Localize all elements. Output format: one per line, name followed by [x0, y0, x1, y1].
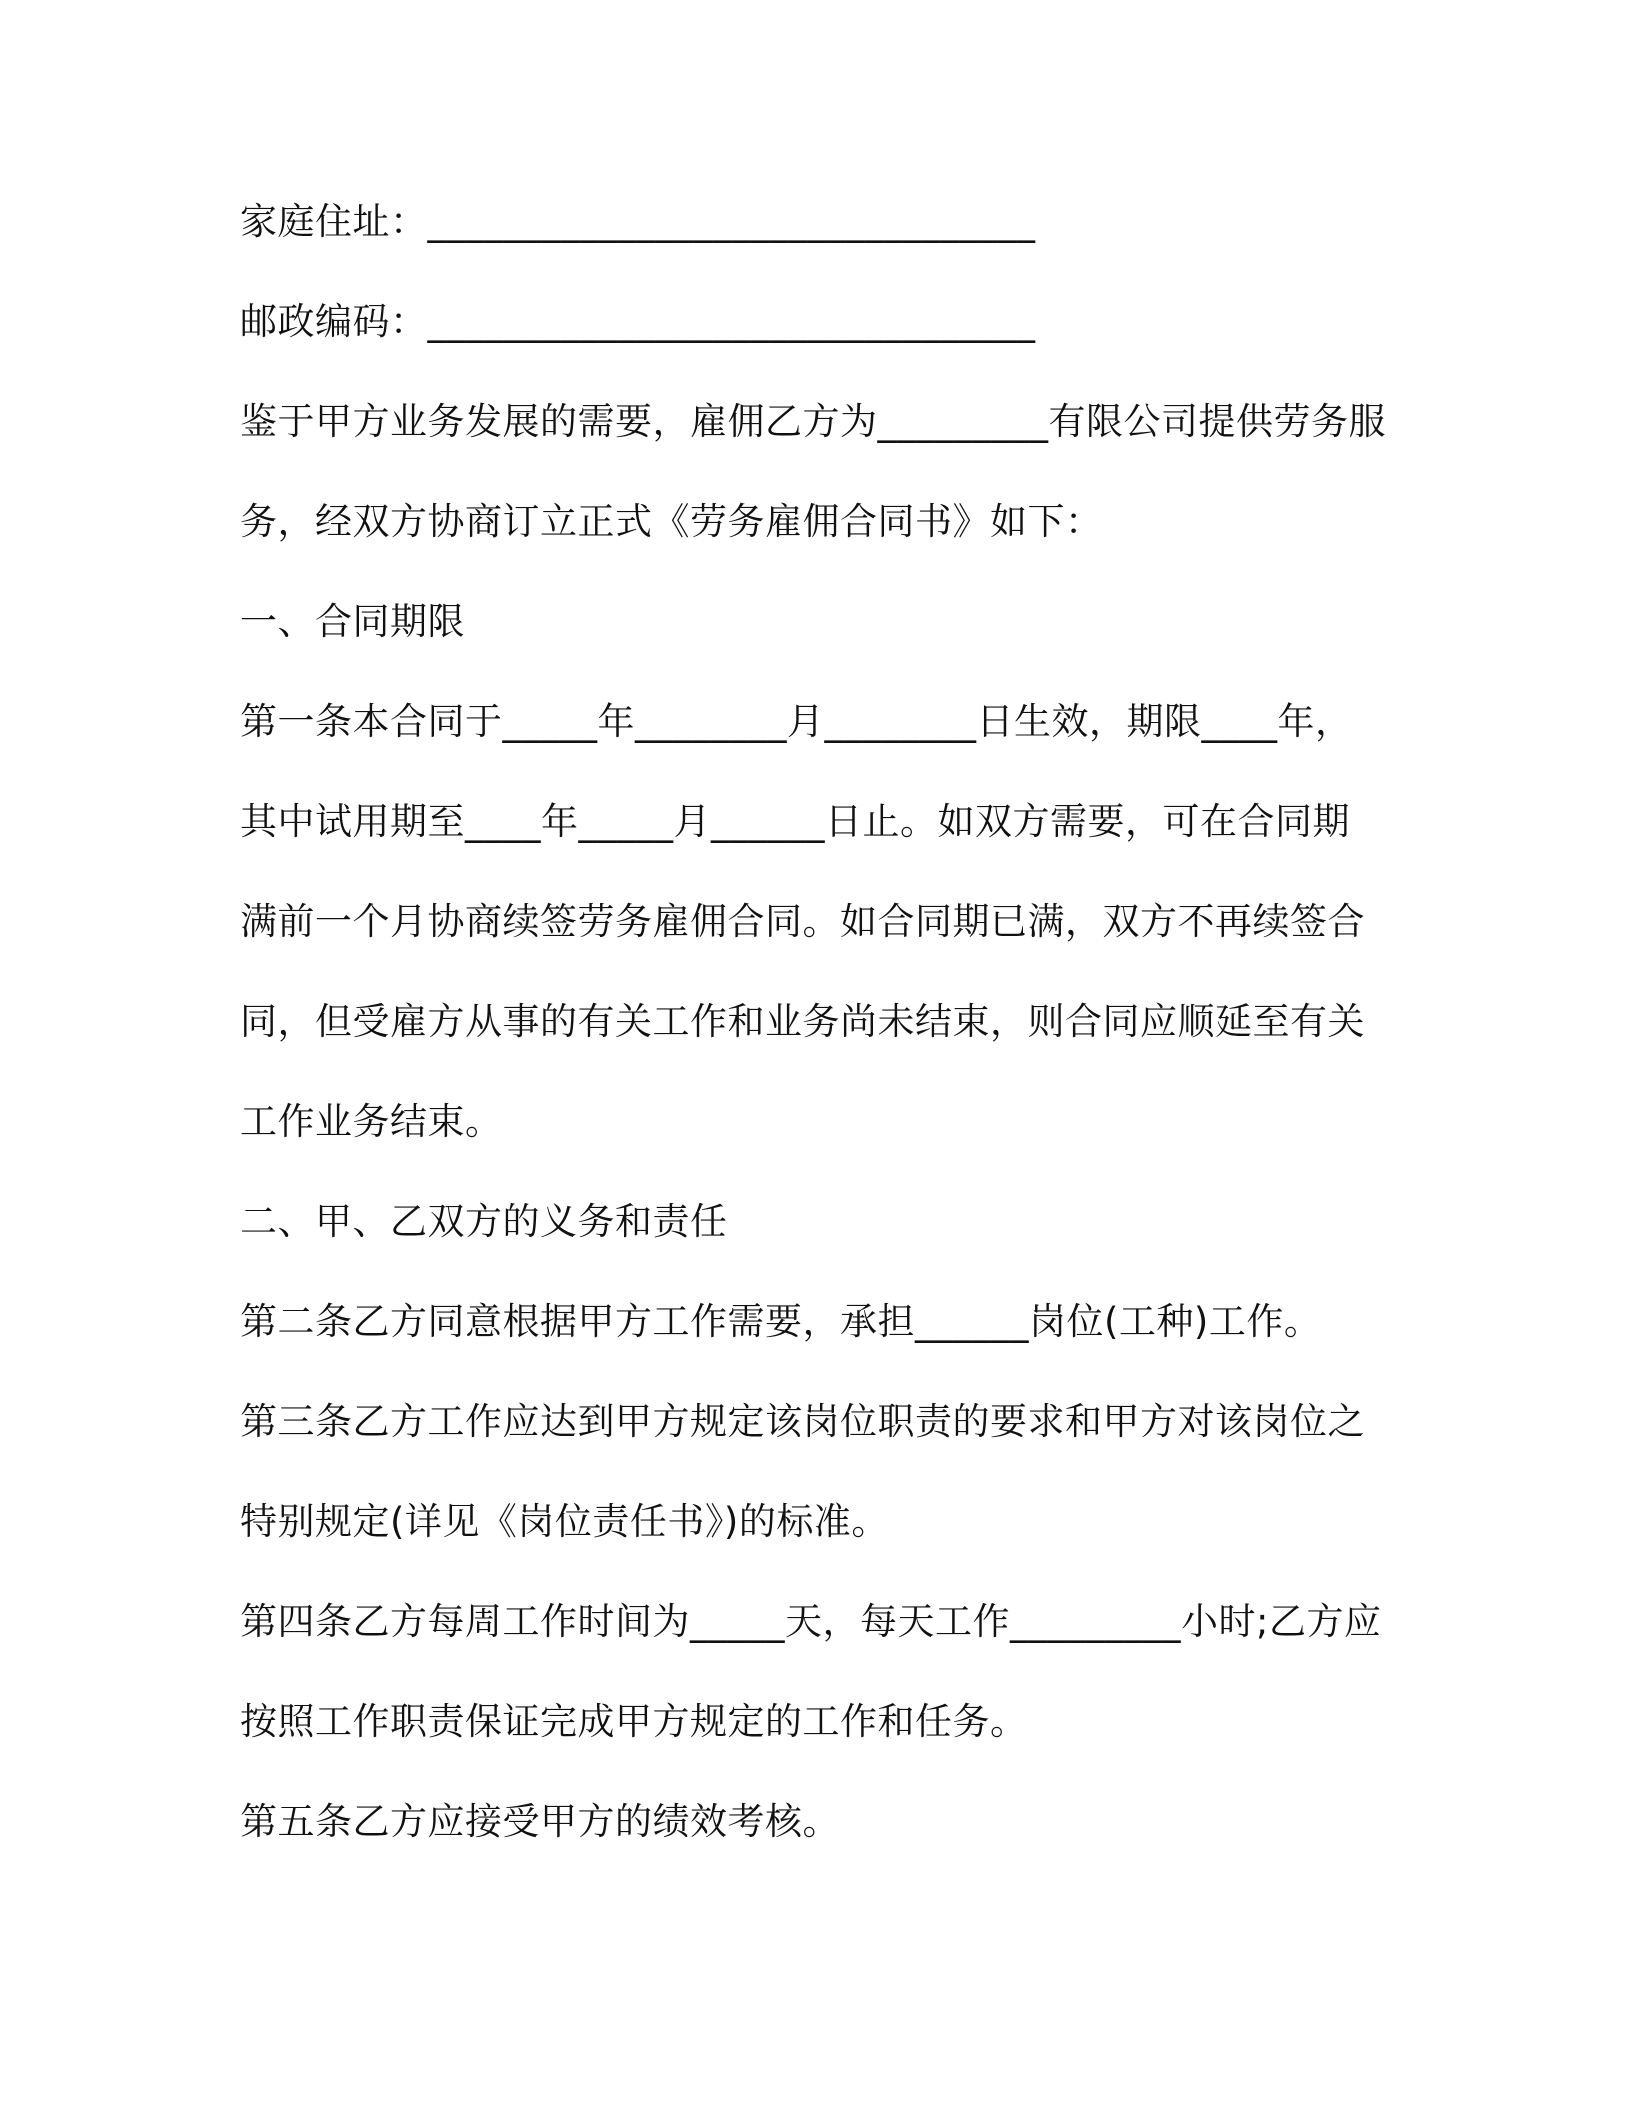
- preamble-line-2: 务，经双方协商订立正式《劳务雇佣合同书》如下：: [240, 500, 1103, 543]
- section-heading-obligations: 二、甲、乙双方的义务和责任: [240, 1200, 728, 1243]
- article-2-line: 第二条乙方同意根据甲方工作需要，承担______岗位(工种)工作。: [240, 1300, 1322, 1343]
- article-1-line-1: 第一条本合同于_____年________月________日生效，期限____年，: [240, 700, 1353, 743]
- section-heading-contract-term: 一、合同期限: [240, 600, 465, 643]
- address-line: 家庭住址：________________________________: [240, 200, 1036, 243]
- postal-code-line: 邮政编码：________________________________: [240, 300, 1036, 343]
- article-1-line-4: 同，但受雇方从事的有关工作和业务尚未结束，则合同应顺延至有关: [240, 1000, 1365, 1043]
- preamble-line-1: 鉴于甲方业务发展的需要，雇佣乙方为_________有限公司提供劳务服: [240, 400, 1386, 443]
- article-4-line-1: 第四条乙方每周工作时间为_____天，每天工作_________小时;乙方应: [240, 1600, 1382, 1643]
- article-1-line-2: 其中试用期至____年_____月______日止。如双方需要，可在合同期: [240, 800, 1350, 843]
- article-4-line-2: 按照工作职责保证完成甲方规定的工作和任务。: [240, 1700, 1028, 1743]
- article-1-line-3: 满前一个月协商续签劳务雇佣合同。如合同期已满，双方不再续签合: [240, 900, 1365, 943]
- article-3-line-1: 第三条乙方工作应达到甲方规定该岗位职责的要求和甲方对该岗位之: [240, 1400, 1365, 1443]
- article-5-line: 第五条乙方应接受甲方的绩效考核。: [240, 1800, 840, 1843]
- article-1-line-5: 工作业务结束。: [240, 1100, 503, 1143]
- article-3-line-2: 特别规定(详见《岗位责任书》)的标准。: [240, 1500, 889, 1543]
